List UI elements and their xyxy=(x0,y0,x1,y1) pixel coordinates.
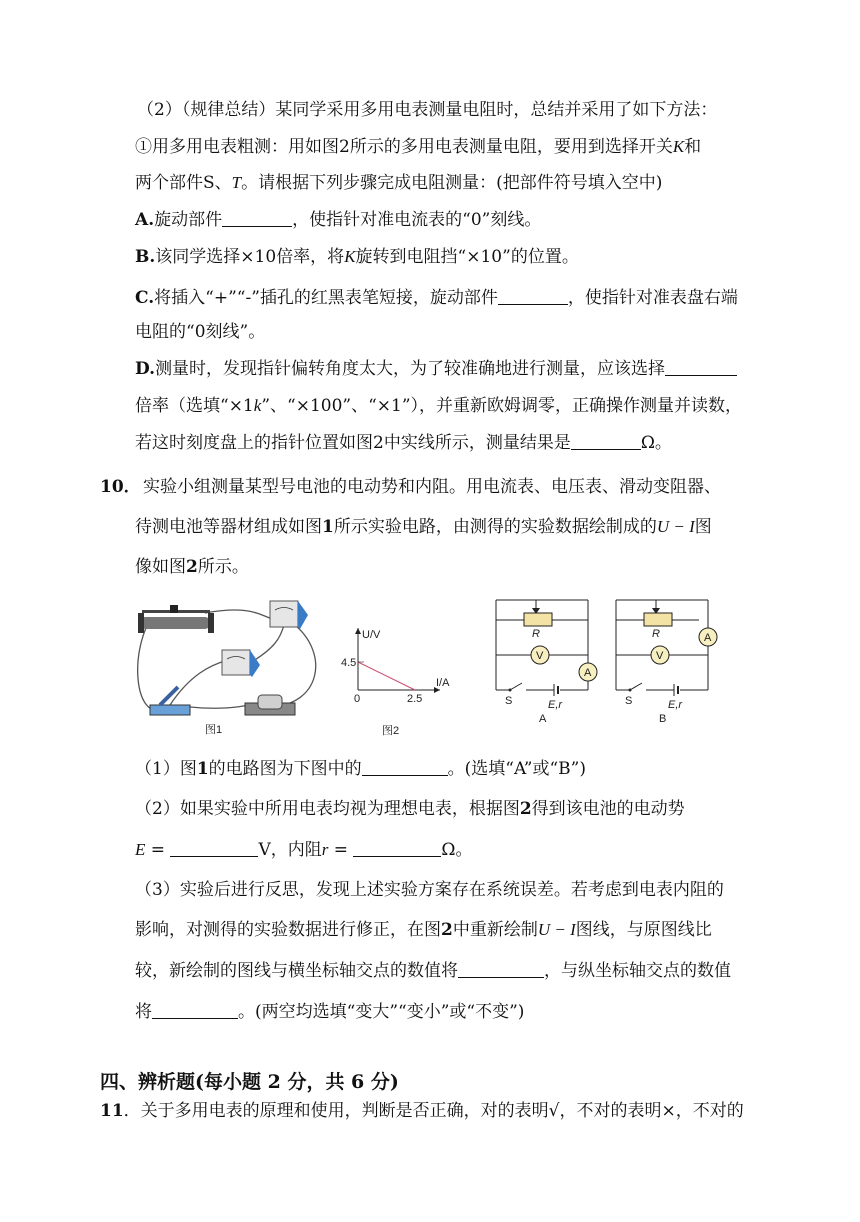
graph-x-intercept: 2.5 xyxy=(407,693,423,705)
step-D-line2: 倍率（选填“×1k”、“×100”、“×1”），并重新欧姆调零，正确操作测量并读数， xyxy=(135,396,743,416)
blank-D1[interactable] xyxy=(665,357,737,376)
voltmeter-icon xyxy=(222,650,260,677)
part2-intro: （2）（规律总结）某同学采用多用电表测量电阻时，总结并采用了如下方法： xyxy=(137,100,718,120)
figure1-apparatus xyxy=(130,595,330,740)
label-S: S xyxy=(625,695,633,707)
graph-xlabel: I/A xyxy=(436,677,450,689)
step1-line1: ①用多用电表粗测：用如图2所示的多用电表测量电阻，要用到选择开关K和 xyxy=(135,137,702,157)
circuit-B xyxy=(608,598,728,728)
switch-icon xyxy=(150,687,190,715)
section4-heading: 四、辨析题(每小题 2 分，共 6 分) xyxy=(100,1071,399,1093)
q10-sub2-line2: E = V，内阻r = Ω。 xyxy=(135,840,473,860)
label-Am: A xyxy=(704,632,712,644)
q10-line2: 待测电池等器材组成如图1所示实验电路，由测得的实验数据绘制成的U − I图 xyxy=(135,517,712,537)
label-V: V xyxy=(656,650,664,662)
label-S: S xyxy=(505,695,513,707)
resistor-R xyxy=(524,613,552,626)
q10-sub2-line1: （2）如果实验中所用电表均视为理想电表，根据图2得到该电池的电动势 xyxy=(135,799,685,819)
q10-sub3-line2: 影响，对测得的实验数据进行修正，在图2中重新绘制U − I图线，与原图线比 xyxy=(135,920,712,940)
blank-A[interactable] xyxy=(222,208,292,227)
circuit-A-label: A xyxy=(539,713,547,725)
ammeter-icon xyxy=(270,601,308,629)
ui-line xyxy=(358,662,415,690)
step-C-line2: 电阻的“0刻线”。 xyxy=(135,322,266,342)
fig2-caption: 图2 xyxy=(382,725,400,737)
label-V: V xyxy=(536,650,544,662)
figure2-graph xyxy=(340,620,460,740)
blank-D2[interactable] xyxy=(571,431,641,450)
label-Am: A xyxy=(584,667,592,679)
blank-emf[interactable] xyxy=(170,838,258,857)
q10-sub1: （1）图1的电路图为下图中的 。(选填“A”或“B”) xyxy=(135,759,586,779)
circuit-B-label: B xyxy=(659,713,667,725)
blank-sub3a[interactable] xyxy=(458,959,544,978)
battery-icon xyxy=(245,695,295,715)
q10-line3: 像如图2所示。 xyxy=(135,557,249,577)
step-A: A.旋动部件 ，使指针对准电流表的“0”刻线。 xyxy=(135,210,542,230)
label-R: R xyxy=(652,628,660,640)
q10-line1: 实验小组测量某型号电池的电动势和内阻。用电流表、电压表、滑动变阻器、 xyxy=(143,477,721,497)
step-C-line1: C.将插入“+”“-”插孔的红黑表笔短接，旋动部件 ，使指针对准表盘右端 xyxy=(135,288,738,308)
graph-ylabel: U/V xyxy=(362,629,381,641)
q10-sub3-line4: 将 。(两空均选填“变大”“变小”或“不变”) xyxy=(135,1002,525,1022)
q11-line1: 11．关于多用电表的原理和使用，判断是否正确，对的表明√，不对的表明×，不对的 xyxy=(100,1101,744,1121)
fig1-caption: 图1 xyxy=(205,724,223,736)
blank-sub1[interactable] xyxy=(362,757,448,776)
q10-sub3-line3: 较，新绘制的图线与横坐标轴交点的数值将 ，与纵坐标轴交点的数值 xyxy=(135,961,731,981)
q10-sub3-line1: （3）实验后进行反思，发现上述实验方案存在系统误差。若考虑到电表内阻的 xyxy=(135,880,724,900)
step-D-line1: D.测量时，发现指针偏转角度太大，为了较准确地进行测量，应该选择 xyxy=(135,357,737,381)
resistor-R xyxy=(644,613,672,626)
circuit-A xyxy=(488,598,608,728)
q10-number: 10． xyxy=(100,477,141,497)
step-D-line3: 若这时刻度盘上的指针位置如图2中实线所示，测量结果是 Ω。 xyxy=(135,433,672,453)
blank-resistance[interactable] xyxy=(353,838,441,857)
graph-origin: 0 xyxy=(354,693,361,705)
graph-y-intercept: 4.5 xyxy=(341,657,357,669)
step1-line2: 两个部件S、T。请根据下列步骤完成电阻测量：(把部件符号填入空中) xyxy=(135,173,663,193)
label-Er: E,r xyxy=(668,699,683,711)
rheostat-icon xyxy=(138,605,214,633)
blank-C[interactable] xyxy=(498,286,568,305)
label-R: R xyxy=(532,628,540,640)
blank-sub3b[interactable] xyxy=(152,1000,238,1019)
label-Er: E,r xyxy=(548,699,563,711)
step-B: B.该同学选择×10倍率，将K旋转到电阻挡“×10”的位置。 xyxy=(135,247,579,267)
